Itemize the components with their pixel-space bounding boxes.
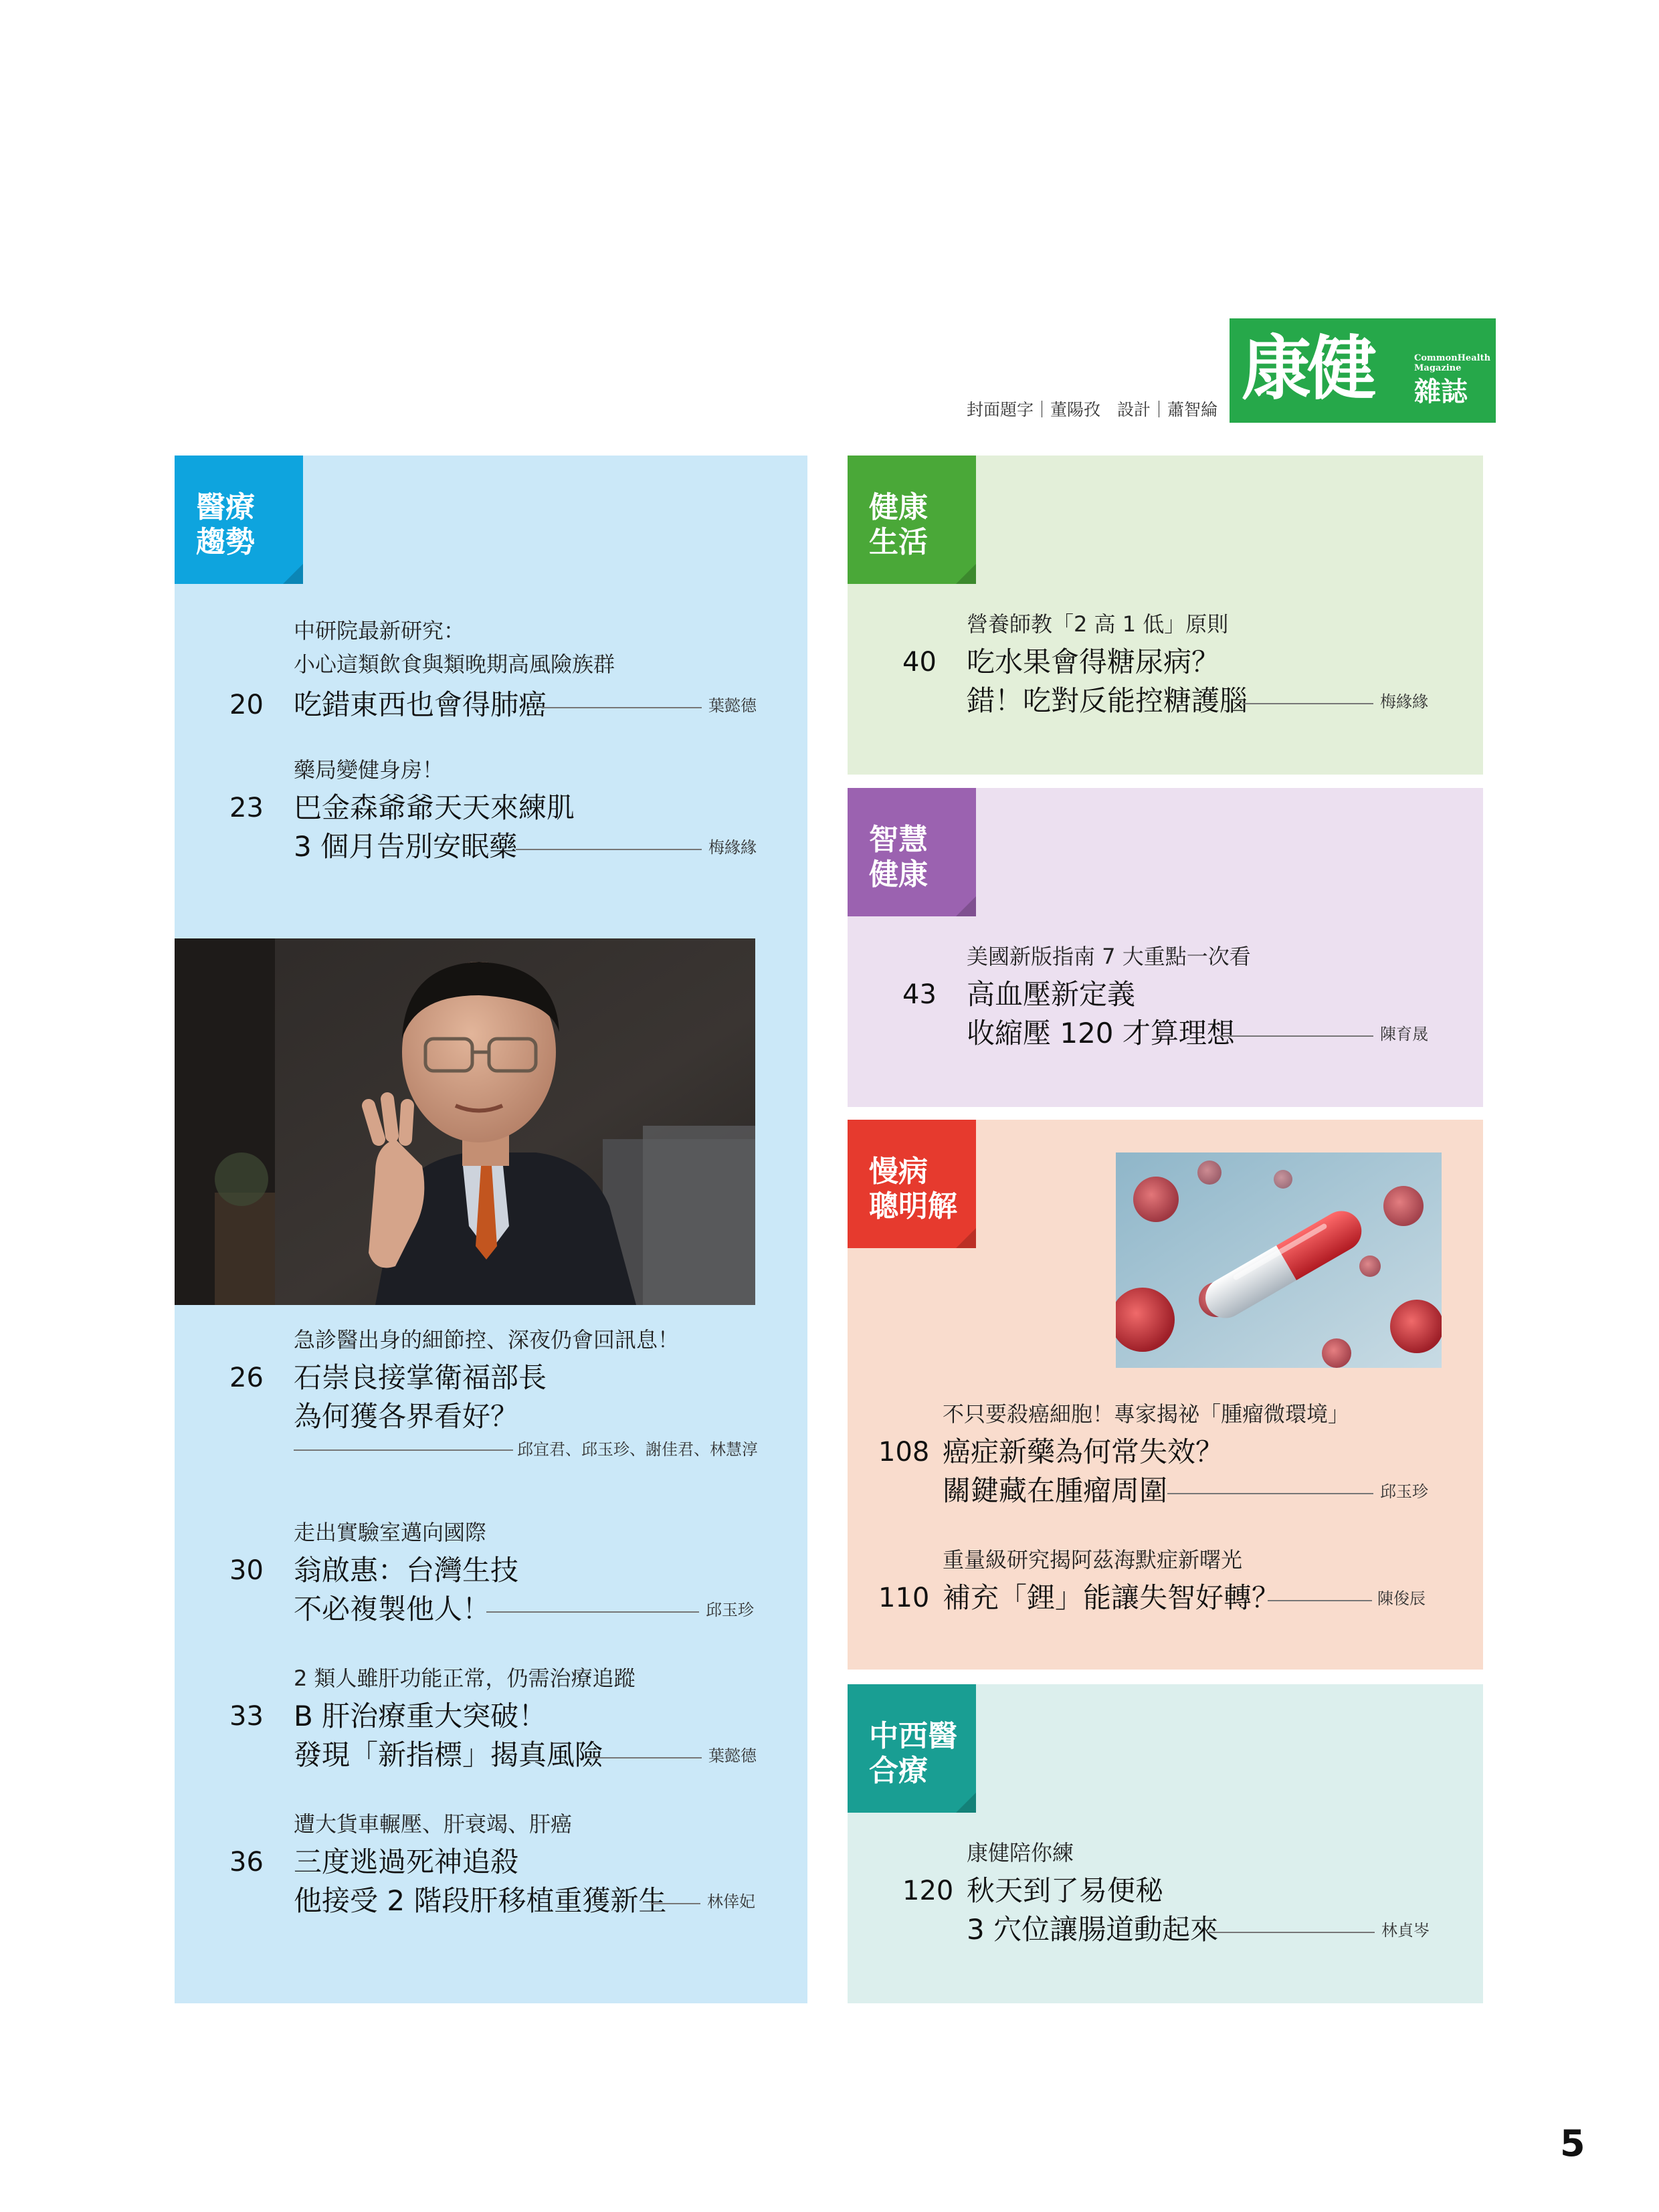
section-tag-line: 合療	[869, 1754, 928, 1788]
toc-entry[interactable]	[175, 1664, 807, 1777]
toc-entry[interactable]	[175, 755, 807, 869]
leader-line	[1167, 1493, 1373, 1494]
entry-title: 吃水果會得糖尿病？	[967, 645, 1220, 678]
entry-author: 邱玉珍	[1380, 1482, 1428, 1501]
entry-title: B 肝治療重大突破！	[294, 1700, 547, 1732]
entry-page-number: 108	[878, 1437, 930, 1468]
entry-page-number: 23	[229, 793, 264, 823]
entry-author: 林倖妃	[707, 1892, 755, 1911]
entry-title: 吃錯東西也會得肺癌	[294, 688, 547, 721]
leader-line	[541, 707, 702, 708]
entry-kicker: 康健陪你練	[967, 1840, 1074, 1866]
entry-page-number: 30	[229, 1555, 264, 1586]
entry-author: 梅緣緣	[1380, 692, 1428, 711]
entry-author: 邱宜君、邱玉珍、謝佳君、林慧淳	[517, 1440, 758, 1459]
toc-entry[interactable]	[848, 1399, 1483, 1513]
entry-title: 秋天到了易便秘	[967, 1874, 1164, 1907]
entry-title: 關鍵藏在腫瘤周圍	[943, 1474, 1168, 1507]
logo-chinese-text: 雜誌	[1414, 377, 1468, 407]
cover-credits: 封面題字｜董陽孜 設計｜蕭智綸	[966, 400, 1217, 419]
section-tag-medical	[175, 456, 303, 584]
entry-page-number: 43	[902, 979, 937, 1010]
leader-line	[1268, 1600, 1372, 1601]
entry-kicker: 美國新版指南 7 大重點一次看	[967, 944, 1251, 969]
entry-page-number: 120	[902, 1876, 954, 1906]
section-tag-line: 聰明解	[869, 1189, 957, 1223]
toc-entry[interactable]	[848, 1545, 1483, 1625]
entry-title: 補充「鋰」能讓失智好轉？	[943, 1581, 1280, 1614]
entry-kicker: 藥局變健身房！	[294, 757, 444, 783]
entry-kicker: 遭大貨車輾壓、肝衰竭、肝癌	[294, 1811, 573, 1837]
section-tag-healthy-life	[848, 456, 976, 584]
toc-entry[interactable]	[175, 1325, 807, 1459]
magazine-logo	[1230, 318, 1496, 423]
page-number: 5	[1560, 2122, 1585, 2165]
entry-title: 翁啟惠：台灣生技	[294, 1554, 519, 1587]
entry-page-number: 33	[229, 1701, 264, 1732]
entry-page-number: 110	[878, 1583, 930, 1613]
entry-title: 發現「新指標」揭真風險	[294, 1738, 603, 1771]
entry-page-number: 20	[229, 690, 264, 720]
capsule-cells-illustration	[1116, 1152, 1442, 1368]
entry-title: 石崇良接掌衛福部長	[294, 1361, 547, 1394]
entry-author: 陳育晟	[1380, 1025, 1428, 1043]
section-healthy-life	[848, 456, 1483, 775]
section-tag-chronic	[848, 1120, 976, 1248]
entry-author: 邱玉珍	[706, 1601, 754, 1619]
doctor-portrait-illustration	[175, 938, 755, 1305]
leader-line	[1242, 703, 1373, 704]
entry-author: 林貞岑	[1381, 1921, 1430, 1940]
entry-page-number: 26	[229, 1363, 264, 1393]
leader-line	[1209, 1932, 1375, 1933]
entry-kicker: 2 類人雖肝功能正常，仍需治療追蹤	[294, 1666, 636, 1691]
entry-kicker: 小心這類飲食與類晚期高風險族群	[294, 651, 615, 677]
logo-english-text: CommonHealth Magazine	[1414, 353, 1491, 373]
entry-kicker: 不只要殺癌細胞！專家揭祕「腫瘤微環境」	[943, 1401, 1350, 1427]
entry-author: 葉懿德	[708, 1746, 757, 1765]
entry-kicker: 重量級研究揭阿茲海默症新曙光	[943, 1547, 1243, 1573]
doctor-portrait-photo	[175, 938, 755, 1305]
entry-author: 梅緣緣	[708, 838, 757, 857]
leader-line	[1217, 1035, 1373, 1037]
entry-title: 為何獲各界看好？	[294, 1400, 519, 1433]
entry-title: 三度逃過死神追殺	[294, 1845, 519, 1878]
leader-line	[589, 1757, 702, 1758]
entry-title: 高血壓新定義	[967, 978, 1136, 1011]
toc-entry[interactable]	[175, 1809, 807, 1923]
toc-entry[interactable]	[848, 942, 1483, 1055]
toc-entry[interactable]	[848, 1838, 1483, 1952]
section-integrative-medicine	[848, 1684, 1483, 2003]
entry-title: 不必複製他人！	[294, 1593, 491, 1625]
toc-entry[interactable]	[848, 609, 1483, 723]
section-tag-smart-health	[848, 788, 976, 916]
section-tag-line: 健康	[869, 858, 928, 892]
section-smart-health	[848, 788, 1483, 1107]
entry-kicker: 急診醫出身的細節控、深夜仍會回訊息！	[294, 1327, 680, 1352]
section-tag-line: 趨勢	[196, 525, 255, 559]
entry-kicker: 走出實驗室邁向國際	[294, 1520, 487, 1545]
leader-line	[486, 1611, 699, 1613]
entry-kicker: 中研院最新研究：	[294, 618, 466, 643]
entry-title: 巴金森爺爺天天來練肌	[294, 791, 575, 824]
entry-title: 癌症新藥為何常失效？	[943, 1435, 1224, 1468]
section-tag-line: 中西醫	[869, 1719, 957, 1753]
entry-page-number: 36	[229, 1847, 264, 1878]
entry-title: 3 穴位讓腸道動起來	[967, 1913, 1219, 1946]
entry-kicker: 營養師教「2 高 1 低」原則	[967, 611, 1229, 637]
entry-page-number: 40	[902, 647, 937, 678]
section-tag-line: 慢病	[869, 1154, 928, 1189]
toc-entry[interactable]	[175, 1518, 807, 1631]
leader-line	[294, 1449, 513, 1451]
section-tag-integrative	[848, 1684, 976, 1813]
entry-title: 他接受 2 階段肝移植重獲新生	[294, 1884, 667, 1917]
section-tag-line: 健康	[869, 490, 928, 524]
entry-title: 錯！吃對反能控糖護腦	[967, 684, 1248, 717]
section-tag-line: 生活	[869, 525, 928, 559]
entry-author: 葉懿德	[708, 696, 757, 715]
toc-entry[interactable]	[175, 616, 807, 723]
section-tag-line: 智慧	[869, 823, 928, 857]
section-tag-line: 醫療	[196, 490, 255, 524]
capsule-cells-photo	[1116, 1152, 1442, 1368]
entry-title: 收縮壓 120 才算理想	[967, 1017, 1235, 1049]
entry-author: 陳俊辰	[1377, 1589, 1426, 1608]
leader-line	[651, 1903, 700, 1904]
entry-title: 3 個月告別安眠藥	[294, 830, 518, 863]
leader-line	[516, 849, 702, 850]
logo-brand-text: 康健	[1242, 327, 1373, 409]
